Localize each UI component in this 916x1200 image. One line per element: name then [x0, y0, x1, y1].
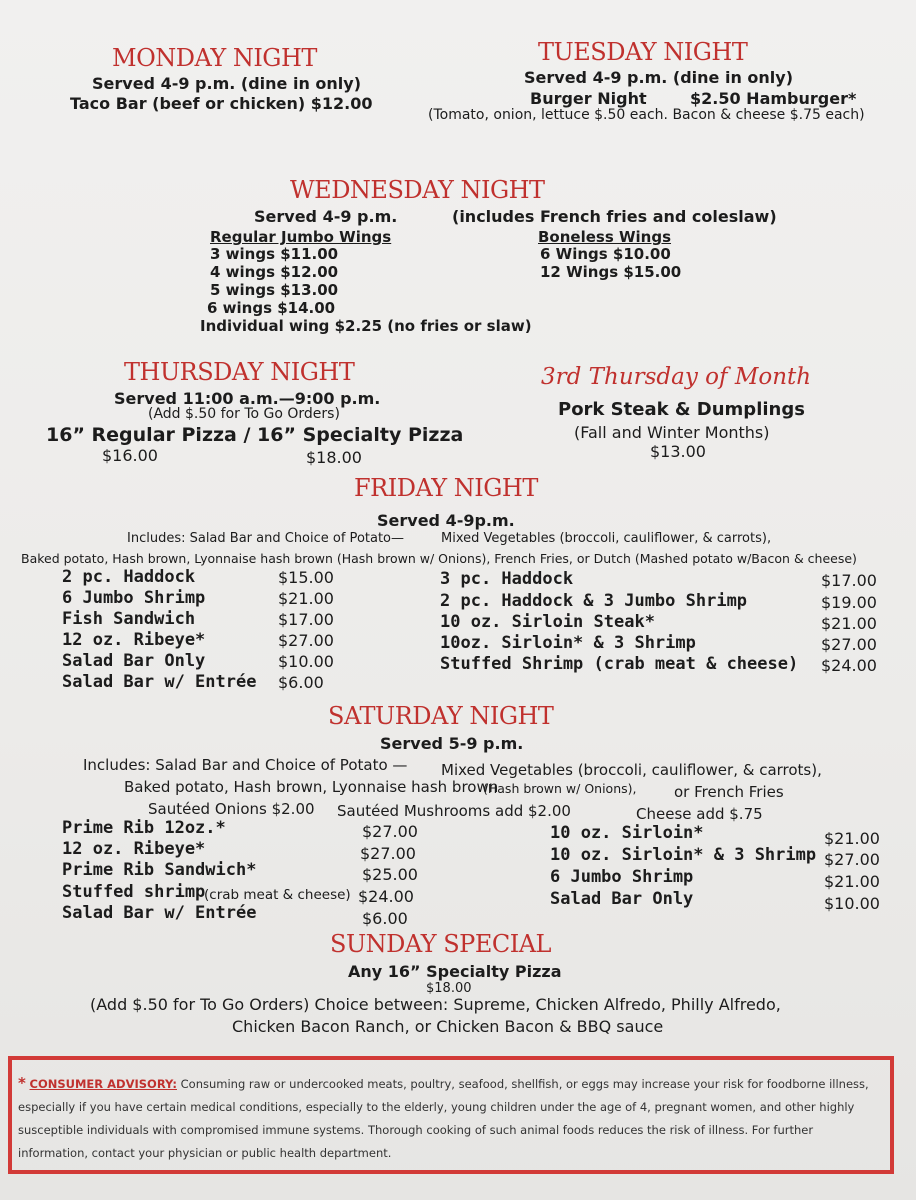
wings-row: 6 wings $14.00	[207, 299, 336, 317]
tuesday-note: (Tomato, onion, lettuce $.50 each. Bacon & cheese $.75 each)	[428, 107, 865, 123]
menu-item-name: Stuffed shrimp	[62, 882, 206, 902]
thursday-price-specialty: $18.00	[306, 448, 362, 467]
boneless-row: 12 Wings $15.00	[540, 263, 682, 281]
menu-item-name: Stuffed Shrimp (crab meat & cheese)	[440, 654, 799, 674]
tuesday-item-price: $2.50 Hamburger*	[690, 89, 857, 108]
menu-item-price: $27.00	[360, 844, 416, 863]
menu-item-price: $10.00	[824, 894, 880, 913]
menu-item-price: $6.00	[362, 909, 408, 928]
asterisk-icon: *	[18, 1074, 26, 1092]
menu-item-name: 10 oz. Sirloin Steak*	[440, 612, 655, 632]
third-thursday-item: Pork Steak & Dumplings	[558, 399, 805, 420]
wings-row: 4 wings $12.00	[210, 263, 339, 281]
wings-row: 3 wings $11.00	[210, 245, 339, 263]
menu-item-price: $19.00	[821, 593, 877, 612]
menu-item-price: $27.00	[362, 822, 418, 841]
menu-item-price: $27.00	[821, 635, 877, 654]
menu-item-price: $21.00	[821, 614, 877, 633]
menu-item-price: $27.00	[278, 631, 334, 650]
boneless-row: 6 Wings $10.00	[540, 245, 671, 263]
menu-item-name: Prime Rib 12oz.*	[62, 818, 226, 838]
third-thursday-title: 3rd Thursday of Month	[541, 364, 812, 390]
menu-item-name: 6 Jumbo Shrimp	[550, 867, 694, 887]
saturday-includes: Includes: Salad Bar and Choice of Potato —	[83, 756, 408, 774]
menu-item-name: Prime Rib Sandwich*	[62, 860, 257, 880]
sunday-price: $18.00	[426, 981, 472, 996]
wednesday-served: Served 4-9 p.m.	[254, 207, 398, 226]
tuesday-served: Served 4-9 p.m. (dine in only)	[524, 68, 794, 87]
menu-item-name: Salad Bar Only	[62, 651, 206, 671]
menu-item-price: $15.00	[278, 568, 334, 587]
third-thursday-note: (Fall and Winter Months)	[574, 423, 770, 442]
monday-served: Served 4-9 p.m. (dine in only)	[92, 74, 362, 93]
menu-item-name: Salad Bar w/ Entrée	[62, 672, 257, 692]
menu-item-price: $24.00	[358, 887, 414, 906]
tuesday-title: TUESDAY NIGHT	[538, 38, 748, 66]
thursday-togo: (Add $.50 for To Go Orders)	[148, 406, 340, 422]
thursday-pizza: 16” Regular Pizza / 16” Specialty Pizza	[46, 424, 464, 446]
advisory-title: CONSUMER ADVISORY:	[29, 1077, 177, 1091]
sunday-title: SUNDAY SPECIAL	[330, 930, 551, 958]
menu-item-price: $21.00	[824, 829, 880, 848]
sunday-choices: (Add $.50 for To Go Orders) Choice between: Supreme, Chicken Alfredo, Philly Alfredo,	[90, 995, 781, 1014]
thursday-title: THURSDAY NIGHT	[124, 358, 355, 386]
menu-item-name: 10oz. Sirloin* & 3 Shrimp	[440, 633, 696, 653]
menu-item-name: 6 Jumbo Shrimp	[62, 588, 206, 608]
friday-includes: Includes: Salad Bar and Choice of Potato—	[127, 531, 405, 546]
sunday-item: Any 16” Specialty Pizza	[348, 962, 562, 981]
saturday-potatoes-note: (Hash brown w/ Onions),	[483, 781, 637, 796]
tuesday-item-name: Burger Night	[530, 89, 647, 108]
saturday-title: SATURDAY NIGHT	[328, 702, 554, 730]
menu-item-name: 2 pc. Haddock	[62, 567, 196, 587]
menu-item-note: (crab meat & cheese)	[204, 887, 351, 903]
menu-item-name: 10 oz. Sirloin*	[550, 823, 704, 843]
menu-item-price: $21.00	[278, 589, 334, 608]
individual-wing: Individual wing $2.25 (no fries or slaw)	[200, 317, 532, 335]
friday-potatoes: Baked potato, Hash brown, Lyonnaise hash brown (Hash brown w/ Onions), French Fries, or Dutch (Mashed potato w/Bacon & cheese)	[21, 551, 857, 566]
thursday-served: Served 11:00 a.m.—9:00 p.m.	[114, 389, 381, 408]
wednesday-title: WEDNESDAY NIGHT	[290, 176, 545, 204]
menu-item-name: 10 oz. Sirloin* & 3 Shrimp	[550, 845, 817, 865]
regular-wings-header: Regular Jumbo Wings	[210, 228, 392, 246]
friday-title: FRIDAY NIGHT	[354, 474, 538, 502]
menu-item-name: Salad Bar Only	[550, 889, 694, 909]
saturday-potatoes-fries: or French Fries	[674, 783, 784, 801]
sunday-choices-cont: Chicken Bacon Ranch, or Chicken Bacon & BBQ sauce	[232, 1017, 664, 1036]
monday-title: MONDAY NIGHT	[112, 44, 317, 72]
menu-item-price: $17.00	[278, 610, 334, 629]
menu-item-name: Fish Sandwich	[62, 609, 196, 629]
menu-item-price: $21.00	[824, 872, 880, 891]
advisory-text: Consuming raw or undercooked meats, poultry, seafood, shellfish, or eggs may increase your risk for foodborne illness, especially if you have certain medical conditions, especially to the elderly, young children under the age of 4, pregnant women, and other highly susceptible individuals with compromised immune systems. Thorough cooking of such animal foods reduces the risk of illness. For further information, contact your physician or public health department.	[18, 1077, 869, 1160]
addon-cheese: Cheese add $.75	[636, 805, 763, 823]
menu-item-name: Salad Bar w/ Entrée	[62, 903, 257, 923]
menu-item-price: $25.00	[362, 865, 418, 884]
consumer-advisory	[18, 1072, 878, 1165]
saturday-potatoes: Baked potato, Hash brown, Lyonnaise hash brown	[124, 778, 499, 796]
wednesday-includes: (includes French fries and coleslaw)	[452, 207, 777, 226]
third-thursday-price: $13.00	[650, 442, 706, 461]
menu-item-price: $27.00	[824, 850, 880, 869]
menu-item-price: $24.00	[821, 656, 877, 675]
addon-mushrooms: Sautéed Mushrooms add $2.00	[337, 802, 571, 820]
menu-item-price: $17.00	[821, 571, 877, 590]
thursday-price-regular: $16.00	[102, 446, 158, 465]
menu-item-name: 3 pc. Haddock	[440, 569, 574, 589]
addon-onions: Sautéed Onions $2.00	[148, 800, 315, 818]
saturday-served: Served 5-9 p.m.	[380, 734, 524, 753]
monday-item: Taco Bar (beef or chicken) $12.00	[70, 94, 373, 113]
boneless-wings-header: Boneless Wings	[538, 228, 672, 246]
menu-item-name: 12 oz. Ribeye*	[62, 839, 206, 859]
wings-row: 5 wings $13.00	[210, 281, 339, 299]
menu-item-price: $6.00	[278, 673, 324, 692]
friday-served: Served 4-9p.m.	[377, 511, 515, 530]
menu-item-name: 2 pc. Haddock & 3 Jumbo Shrimp	[440, 591, 748, 611]
friday-vegetables: Mixed Vegetables (broccoli, cauliflower, & carrots),	[441, 531, 772, 546]
saturday-vegetables: Mixed Vegetables (broccoli, cauliflower, & carrots),	[441, 761, 822, 779]
menu-item-price: $10.00	[278, 652, 334, 671]
menu-item-name: 12 oz. Ribeye*	[62, 630, 206, 650]
